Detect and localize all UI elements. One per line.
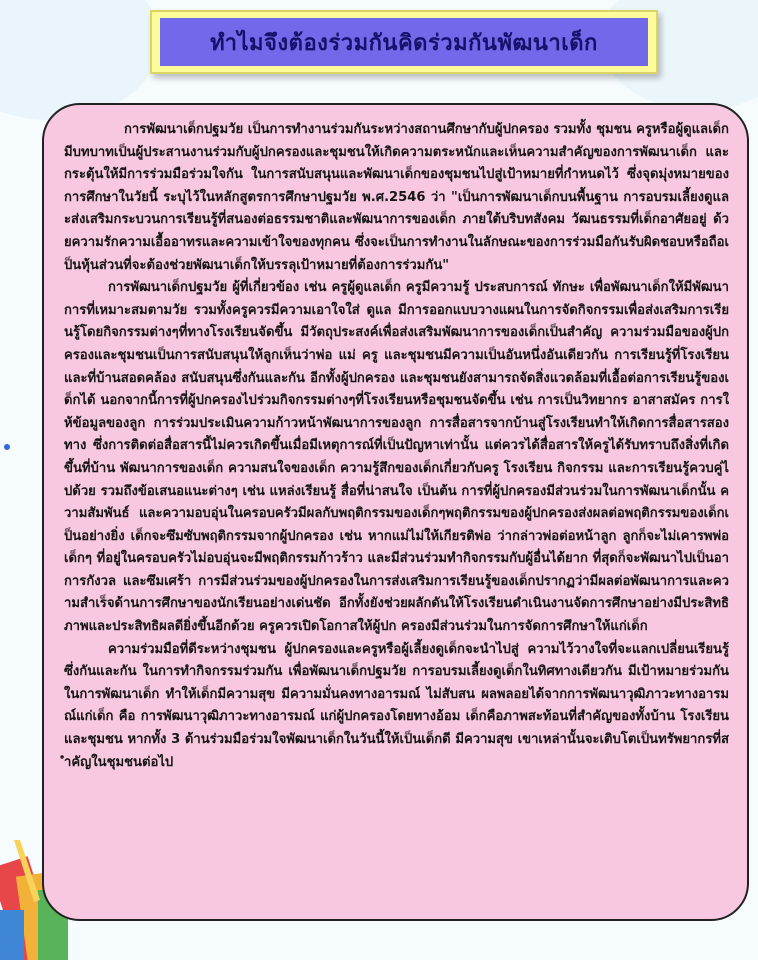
paragraph-1: การพัฒนาเด็กปฐมวัย เป็นการทำงานร่วมกันระหว่างสถานศึกษากับผู้ปกครอง รวมทั้ง ชุมชน ครูหรือผู้ดูแลเด็กมีบทบาทเป็นผู้ประสานงานร่วมกับผู้ปกครองและชุมชนให้เกิดความตระหนักและเห็นความสำคัญของการพัฒนาเด็ก และกระตุ้นให้มีการร่วมมือร่วมใจกัน ในการสนับสนุนและพัฒนาเด็กของชุมชนไปสู่เป้าหมายที่กำหนดไว้ ซึ่งจุดมุ่งหมายของการศึกษาในวัยนี้ ระบุไว้ในหลักสูตรการศึกษาปฐมวัย พ.ศ.2546 ว่า "เป็นการพัฒนาเด็กบนพื้นฐาน การอบรมเลี้ยงดูและส่งเสริมกระบวนการเรียนรู้ที่สนองต่อธรรมชาติและพัฒนาการของเด็ก ภายใต้บริบทสังคม วัฒนธรรมที่เด็กอาศัยอยู่ ด้วยความรักความเอื้ออาทรและความเข้าใจของทุกคน ซึ่งจะเป็นการทำงานในลักษณะของการร่วมมือกันรับผิดชอบหรือถือเป็นหุ้นส่วนที่จะต้องช่วยพัฒนาเด็กให้บรรลุเป้าหมายที่ต้องการร่วมกัน" <box>64 122 729 273</box>
title-banner <box>150 10 658 74</box>
content-panel <box>42 103 749 921</box>
bullet-marker <box>4 444 10 450</box>
background-shape <box>0 0 160 120</box>
paragraph-2: การพัฒนาเด็กปฐมวัย ผู้ที่เกี่ยวข้อง เช่น ครูผู้ดูแลเด็ก ครูมีความรู้ ประสบการณ์ ทักษะ เพื่อพัฒนาเด็กให้มีพัฒนาการที่เหมาะสมตามวัย รวมทั้งครูควรมีความเอาใจใส่ ดูแล มีการออกแบบวางแผนในการจัดกิจกรรมเพื่อส่งเสริมการเรียนรู้โดยกิจกรรมต่างๆที่ทางโรงเรียนจัดขึ้น มีวัตถุประสงค์เพื่อส่งเสริมพัฒนาการของเด็กเป็นสำคัญ ความร่วมมือของผู้ปกครองและชุมชนเป็นการสนับสนุนให้ลูกเห็นว่าพ่อ แม่ ครู และชุมชนมีความเป็นอันหนึ่งอันเดียวกัน การเรียนรู้ที่โรงเรียนและที่บ้านสอดคล้อง สนับสนุนซึ่งกันและกัน อีกทั้งผู้ปกครอง และชุมชนยังสามารถจัดสิ่งแวดล้อมที่เอื้อต่อการเรียนรู้ของเด็กได้ นอกจากนี้การที่ผู้ปกครองไปร่วมกิจกรรมต่างๆที่โรงเรียนหรือชุมชนจัดขึ้น เช่น การเป็นวิทยากร อาสาสมัคร การให้ข้อมูลของลูก การร่วมประเมินความก้าวหน้าพัฒนาการของลูก การสื่อสารจากบ้านสู่โรงเรียนทำให้เกิดการสื่อสารสองทาง ซึ่งการติดต่อสื่อสารนี้ไม่ควรเกิดขึ้นเมื่อมีเหตุการณ์ที่เป็นปัญหาเท่านั้น แต่ควรได้สื่อสารให้ครูได้รับทราบถึงสิ่งที่เกิดขึ้นที่บ้าน พัฒนาการของเด็ก ความสนใจของเด็ก ความรู้สึกของเด็กเกี่ยวกับครู โรงเรียน กิจกรรม และการเรียนรู้ควบคู่ไปด้วย รวมถึงข้อเสนอแนะต่างๆ เช่น แหล่งเรียนรู้ สื่อที่น่าสนใจ เป็นต้น การที่ผู้ปกครองมีส่วนร่วมในการพัฒนาเด็กนั้น ความสัมพันธ์ และความอบอุ่นในครอบครัวมีผลกับพฤติกรรมของเด็กๆพฤติกรรมของผู้ปกครองส่งผลต่อพฤติกรรมของเด็กเป็นอย่างยิ่ง เด็กจะซึมซับพฤติกรรมจากผู้ปกครอง เช่น หากแม่ไม่ให้เกียรติพ่อ ว่ากล่าวพ่อต่อหน้าลูก ลูกก็จะไม่เคารพพ่อ เด็กๆ ที่อยู่ในครอบครัวไม่อบอุ่นจะมีพฤติกรรมก้าวร้าว และมีส่วนร่วมทำกิจกรรมกับผู้อื่นได้ยาก ที่สุดก็จะพัฒนาไปเป็นอาการกังวล และซึมเศร้า การมีส่วนร่วมของผู้ปกครองในการส่งเสริมการเรียนรู้ของเด็กปรากฏว่ามีผลต่อพัฒนาการและความสำเร็จด้านการศึกษาของนักเรียนอย่างเด่นชัด อีกทั้งยังช่วยผลักดันให้โรงเรียนดำเนินงานจัดการศึกษาอย่างมีประสิทธิภาพและประสิทธิผลดียิ่งขึ้นอีกด้วย ครูควรเปิดโอกาสให้ผู้ปก ครองมีส่วนร่วมในการจัดการศึกษาให้แก่เด็ก <box>64 280 729 635</box>
title-panel <box>160 18 648 66</box>
page-title: ทำไมจึงต้องร่วมกันคิดร่วมกันพัฒนาเด็ก <box>210 30 598 56</box>
paragraph-3: ความร่วมมือที่ดีระหว่างชุมชน ผู้ปกครองและครูหรือผู้เลี้ยงดูเด็กจะนำไปสู่ ความไว้วางใจที่จะแลกเปลี่ยนเรียนรู้ซึ่งกันและกัน ในการทำกิจกรรมร่วมกัน เพื่อพัฒนาเด็กปฐมวัย การอบรมเลี้ยงดูเด็กในทิศทางเดียวกัน มีเป้าหมายร่วมกันในการพัฒนาเด็ก ทำให้เด็กมีความสุข มีความมั่นคงทางอารมณ์ ไม่สับสน ผลพลอยได้จากการพัฒนาวุฒิภาวะทางอารมณ์แก่เด็ก คือ การพัฒนาวุฒิภาวะทางอารมณ์ แก่ผู้ปกครองโดยทางอ้อม เด็กคือภาพสะท้อนที่สำคัญของทั้งบ้าน โรงเรียน และชุมชน หากทั้ง 3 ด้านร่วมมือร่วมใจพัฒนาเด็กในวันนี้ให้เป็นเด็กดี มีความสุข เขาเหล่านั้นจะเติบโตเป็นทรัพยากรที่สำคัญในชุมชนต่อไป <box>64 641 729 770</box>
